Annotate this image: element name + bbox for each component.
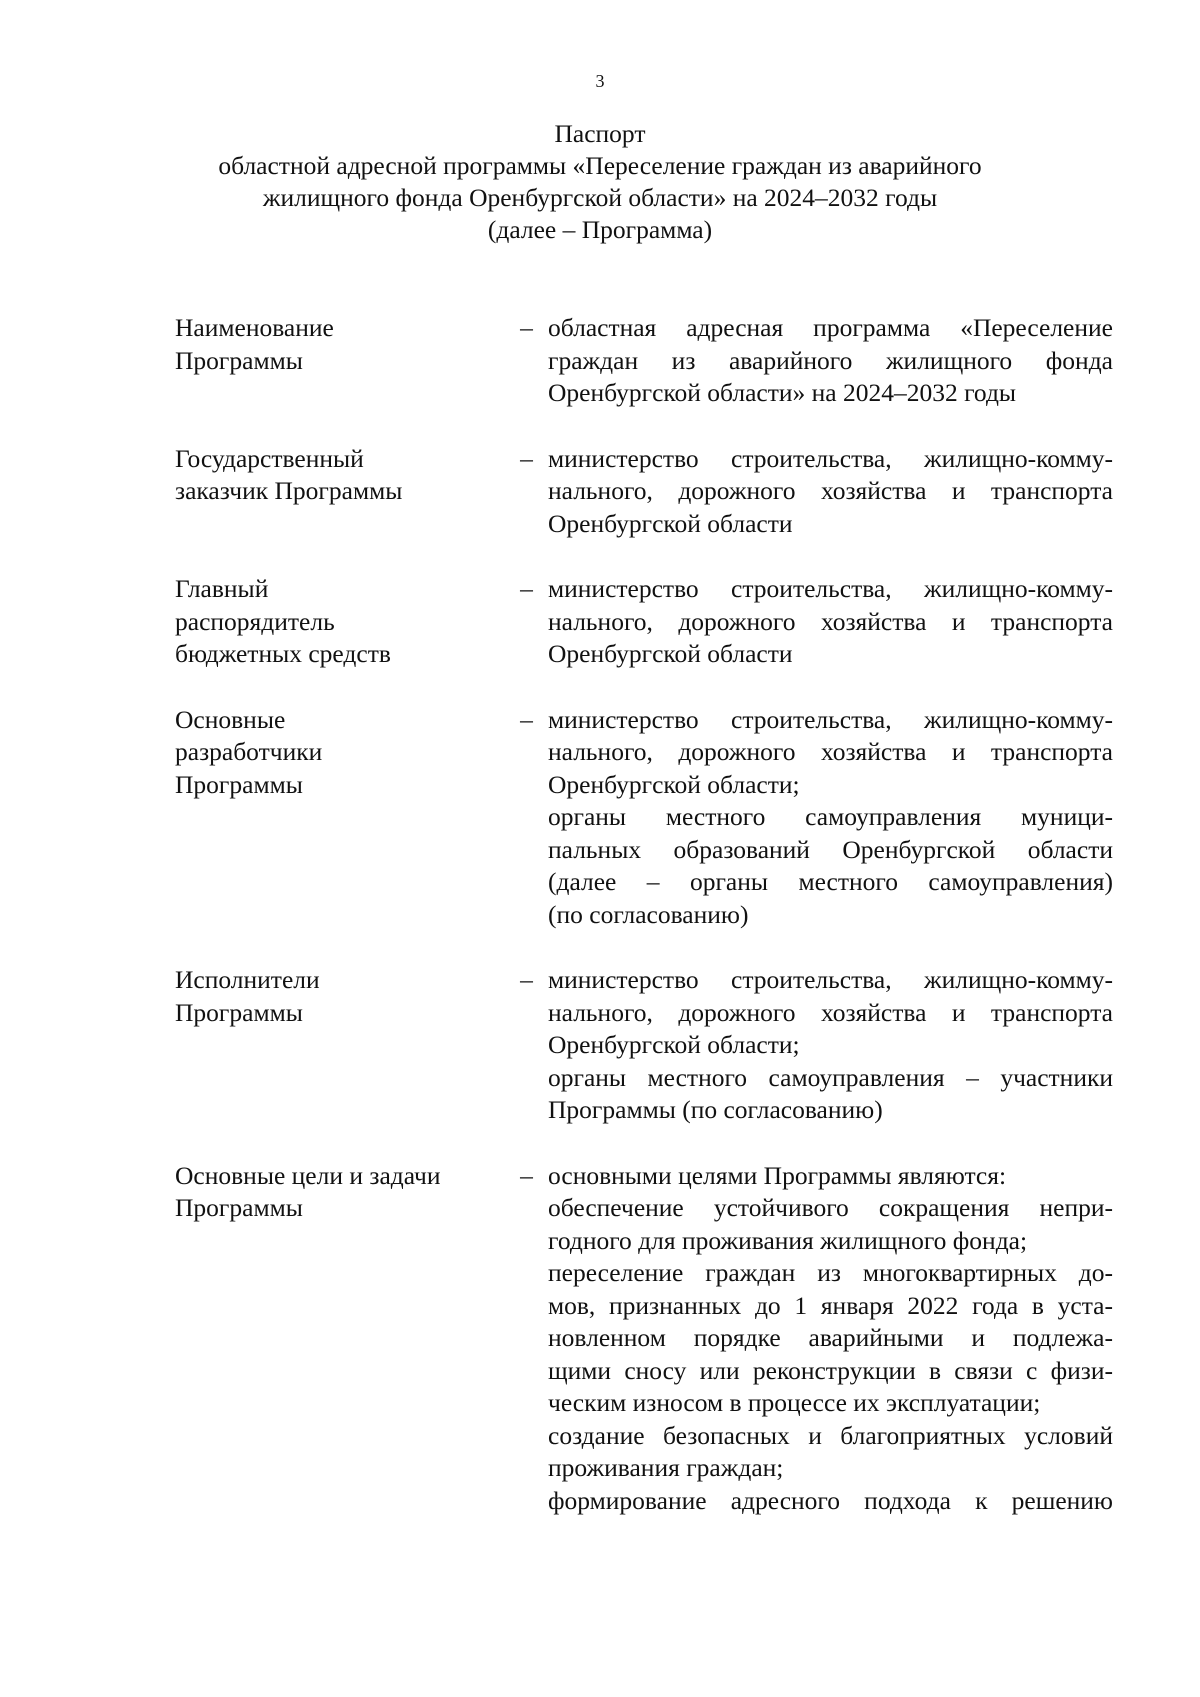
row-dash: –: [520, 965, 533, 994]
passport-row-goals: [175, 1160, 1115, 1518]
value-line: пальных образований Оренбургской области: [548, 834, 1113, 864]
value-line: органы местного самоуправления муници-: [548, 802, 1113, 831]
value-line: министерство строительства, жилищно-комму-: [548, 965, 1113, 994]
value-line: переселение граждан из многоквартирных до-: [548, 1258, 1113, 1287]
value-line: нального, дорожного хозяйства и транспорта: [548, 997, 1113, 1027]
value-line: министерство строительства, жилищно-комму-: [548, 574, 1113, 603]
value-line: министерство строительства, жилищно-комму-: [548, 443, 1113, 473]
value-line: мов, признанных до 1 января 2022 года в уста-: [548, 1290, 1113, 1320]
value-line: (далее – органы местного самоуправления): [548, 867, 1113, 896]
value-line: годного для проживания жилищного фонда;: [548, 1225, 1028, 1255]
title-line: жилищного фонда Оренбургской области» на 2024–2032 годы: [262, 183, 938, 212]
row-label: [175, 1160, 505, 1225]
passport-table: [175, 312, 1115, 1517]
value-line: Оренбургской области;: [548, 769, 800, 799]
row-label: [175, 312, 505, 377]
value-line: органы местного самоуправления – участники: [548, 1062, 1113, 1092]
row-value: [548, 443, 1113, 541]
value-line: ческим износом в процессе их эксплуатации;: [548, 1388, 1041, 1417]
label-line: Исполнители: [175, 965, 320, 994]
row-dash: –: [520, 1160, 533, 1190]
value-line: основными целями Программы являются:: [548, 1160, 1007, 1190]
title-line: областной адресной программы «Переселение граждан из аварийного: [218, 151, 982, 180]
label-line: Наименование: [175, 313, 334, 342]
value-line: министерство строительства, жилищно-комму-: [548, 704, 1113, 734]
value-line: создание безопасных и благоприятных условий: [548, 1420, 1113, 1450]
value-line: новленном порядке аварийными и подлежа-: [548, 1323, 1113, 1352]
row-dash: –: [520, 574, 533, 603]
title-heading: Паспорт: [554, 119, 646, 148]
row-value: [548, 704, 1113, 932]
value-line: нального, дорожного хозяйства и транспорта: [548, 606, 1113, 636]
value-line: Оренбургской области;: [548, 1030, 800, 1059]
passport-row-budget-manager: [175, 573, 1115, 671]
passport-row-customer: [175, 443, 1115, 541]
row-dash: –: [520, 443, 533, 473]
label-line: бюджетных средств: [175, 639, 391, 668]
page-number: 3: [595, 71, 605, 91]
label-line: разработчики: [175, 737, 323, 766]
label-line: Основные: [175, 704, 286, 734]
row-label: [175, 704, 505, 802]
label-line: распорядитель: [175, 606, 335, 636]
passport-row-executors: [175, 964, 1115, 1127]
title-line: (далее – Программа): [487, 215, 713, 244]
label-line: заказчик Программы: [175, 476, 403, 505]
label-line: Главный: [175, 574, 269, 603]
value-line: Программы (по согласованию): [548, 1095, 883, 1124]
value-line: формирование адресного подхода к решению: [548, 1485, 1113, 1515]
value-line: обеспечение устойчивого сокращения непри-: [548, 1193, 1113, 1222]
row-value: [548, 312, 1113, 410]
row-label: [175, 443, 505, 508]
value-line: граждан из аварийного жилищного фонда: [548, 345, 1113, 375]
value-line: Оренбургской области: [548, 639, 793, 668]
row-value: [548, 1160, 1113, 1518]
label-line: Программы: [175, 345, 303, 375]
row-value: [548, 573, 1113, 671]
row-value: [548, 964, 1113, 1127]
value-line: щими сносу или реконструкции в связи с физи-: [548, 1355, 1113, 1385]
label-line: Основные цели и задачи: [175, 1160, 441, 1190]
label-line: Программы: [175, 997, 303, 1027]
row-dash: –: [520, 704, 533, 734]
value-line: нального, дорожного хозяйства и транспорта: [548, 476, 1113, 505]
row-dash: –: [520, 313, 533, 342]
label-line: Программы: [175, 769, 303, 799]
label-line: Государственный: [175, 443, 364, 473]
value-line: Оренбургской области» на 2024–2032 годы: [548, 378, 1017, 407]
value-line: нального, дорожного хозяйства и транспорта: [548, 737, 1113, 766]
passport-row-name: [175, 312, 1115, 410]
row-label: [175, 964, 505, 1029]
value-line: проживания граждан;: [548, 1453, 784, 1482]
value-line: (по согласованию): [548, 899, 749, 929]
passport-row-developers: [175, 704, 1115, 932]
document-title: [150, 118, 1050, 246]
row-label: [175, 573, 505, 671]
value-line: областная адресная программа «Переселение: [548, 313, 1113, 342]
label-line: Программы: [175, 1193, 303, 1222]
value-line: Оренбургской области: [548, 508, 793, 538]
